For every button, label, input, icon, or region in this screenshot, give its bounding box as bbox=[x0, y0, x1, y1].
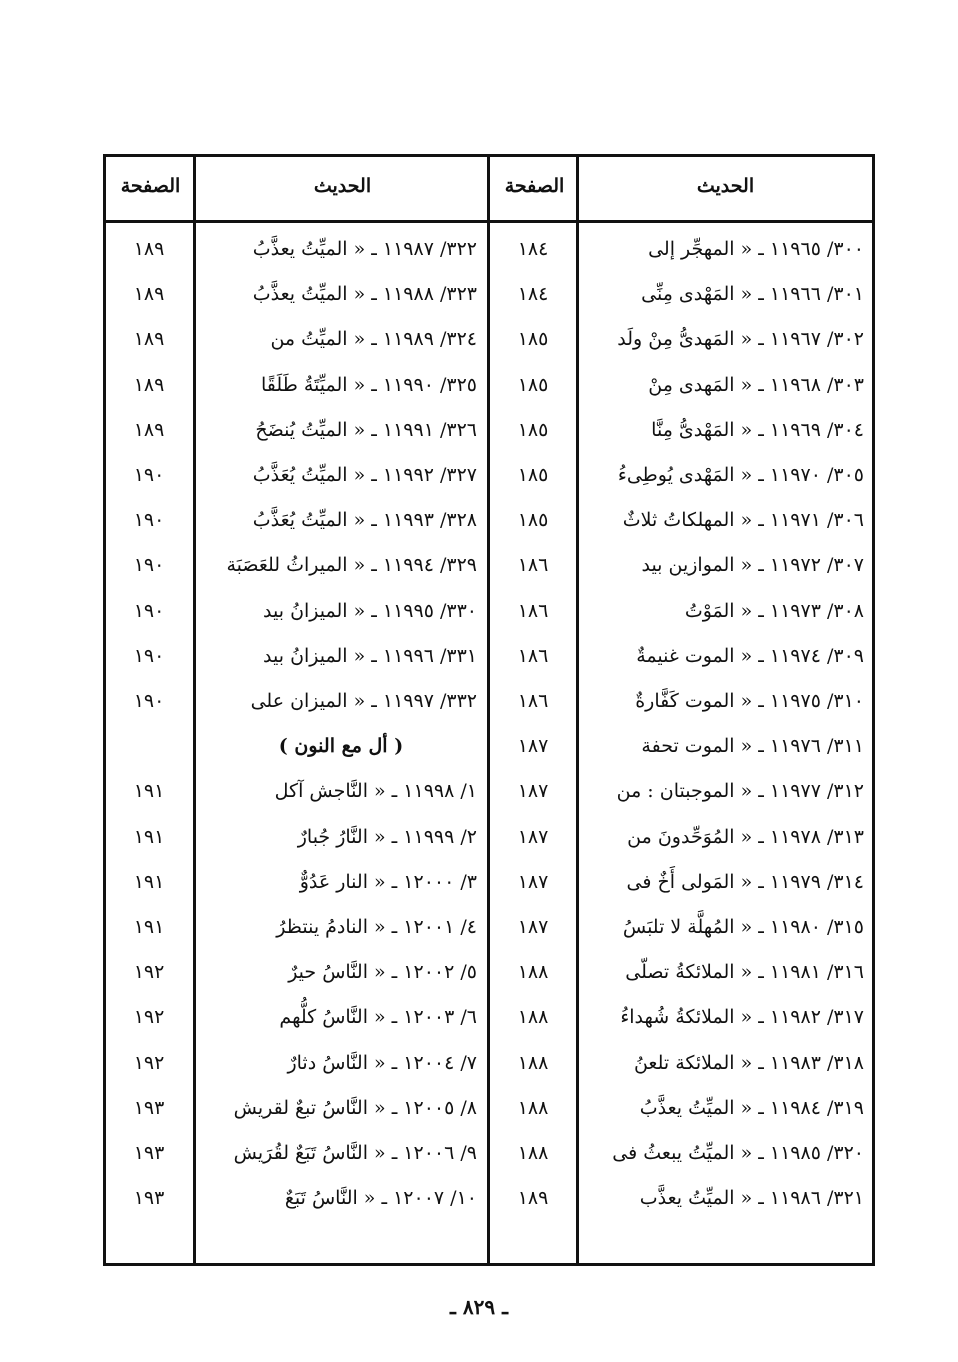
table-row bbox=[490, 634, 875, 679]
table-row bbox=[490, 317, 875, 362]
hadith-entry: ٣٣٢/ ١١٩٩٧ ـ « الميزان على bbox=[250, 690, 477, 712]
table-row bbox=[490, 995, 875, 1040]
table-row bbox=[106, 950, 487, 995]
table-row bbox=[106, 272, 487, 317]
table-row bbox=[490, 1131, 875, 1176]
hadith-entry: ٣٠٥/ ١١٩٧٠ ـ « المَهْدى يُوطِىءُ bbox=[617, 464, 864, 486]
page-ref: ١٩٢ bbox=[133, 1051, 165, 1074]
hadith-entry: ٣١٨/ ١١٩٨٣ ـ « الملائكة تلعنُ bbox=[633, 1051, 864, 1074]
page-ref: ١٩٠ bbox=[133, 554, 165, 577]
hadith-entry: ٣٣٠/ ١١٩٩٥ ـ « الميزانُ بيد bbox=[263, 599, 477, 622]
table-row bbox=[490, 363, 875, 408]
page-ref: ١٨٧ bbox=[517, 735, 549, 758]
hadith-entry: ٣٠٦/ ١١٩٧١ ـ « المهلكاتُ ثلاثٌ bbox=[622, 509, 864, 532]
page-ref: ١٨٨ bbox=[517, 961, 549, 984]
table-row bbox=[106, 815, 487, 860]
table-row bbox=[106, 363, 487, 408]
table-row bbox=[490, 769, 875, 814]
page-ref: ١٨٩ bbox=[133, 238, 165, 260]
page-ref: ١٩٠ bbox=[133, 690, 165, 712]
hadith-entry: ٣١١/ ١١٩٧٦ ـ « الموت تحفة bbox=[641, 735, 864, 758]
hadith-entry: ٣٣١/ ١١٩٩٦ ـ « الميزانُ بيد bbox=[263, 644, 477, 667]
table-row bbox=[106, 769, 487, 814]
page-ref: ١٩٠ bbox=[133, 464, 165, 486]
hadith-entry: ٨/ ١٢٠٠٥ ـ « النَّاسُ تبعٌ لقريش bbox=[233, 1096, 477, 1119]
hadith-entry: ٣٢٠/ ١١٩٨٥ ـ « الميِّتُ يبعثُ فى bbox=[612, 1142, 864, 1164]
page-ref: ١٩١ bbox=[133, 916, 165, 938]
hadith-entry: ٣٢٧/ ١١٩٩٢ ـ « الميِّتُ يُعَذَّبُ bbox=[252, 464, 477, 486]
page-ref: ١٨٩ bbox=[133, 283, 165, 306]
page-ref: ١٨٥ bbox=[517, 509, 549, 532]
section-title: ( أل مع النون ) bbox=[278, 735, 404, 758]
page-number: ـ ٨٢٩ ـ bbox=[450, 1295, 508, 1319]
table-row bbox=[490, 1041, 875, 1086]
hadith-entry: ٣٢١/ ١١٩٨٦ ـ « الميِّتُ يعذَّب bbox=[639, 1187, 864, 1210]
page-ref: ١٨٧ bbox=[517, 780, 549, 803]
page-ref: ١٨٨ bbox=[517, 1096, 549, 1119]
table-row bbox=[490, 498, 875, 543]
hadith-entry: ٢/ ١١٩٩٩ ـ « النَّارُ جُبارٌ bbox=[297, 825, 477, 848]
table-row bbox=[490, 543, 875, 588]
hadith-entry: ٣٢٤/ ١١٩٨٩ ـ « الميِّتُ من bbox=[270, 328, 477, 351]
table-row bbox=[106, 1176, 487, 1221]
table-row bbox=[106, 1041, 487, 1086]
table-row bbox=[106, 1086, 487, 1131]
header-right-page: الصفحة bbox=[504, 175, 565, 197]
page-ref: ١٨٥ bbox=[517, 418, 549, 441]
hadith-entry: ٣١٤/ ١١٩٧٩ ـ « المَولى أَخٌ فى bbox=[626, 870, 864, 893]
page-ref: ١٨٨ bbox=[517, 1051, 549, 1074]
page-ref: ١٩٠ bbox=[133, 644, 165, 667]
page-ref: ١٩٣ bbox=[133, 1142, 165, 1164]
page-ref: ١٩١ bbox=[133, 780, 165, 803]
page-ref: ١٨٧ bbox=[517, 870, 549, 893]
table-row bbox=[490, 950, 875, 995]
page-ref: ١٨٥ bbox=[517, 328, 549, 351]
table-row bbox=[490, 453, 875, 498]
table-row bbox=[490, 589, 875, 634]
page-ref: ١٨٧ bbox=[517, 825, 549, 848]
hadith-entry: ٣٠٤/ ١١٩٦٩ ـ « المَهْدىُّ مِنَّا bbox=[651, 418, 864, 441]
hadith-entry: ٣٠٩/ ١١٩٧٤ ـ « الموت غنيمةٌ bbox=[636, 644, 864, 667]
hadith-entry: ٣٠٨/ ١١٩٧٣ ـ « المَوْتُ bbox=[684, 599, 864, 622]
table-row bbox=[106, 453, 487, 498]
hadith-entry: ٣٢٢/ ١١٩٨٧ ـ « الميِّتُ يعذَّبُ bbox=[252, 238, 477, 260]
index-table bbox=[103, 154, 875, 1266]
page-ref: ١٨٩ bbox=[133, 328, 165, 351]
header-left-hadith: الحديث bbox=[313, 175, 372, 197]
table-row bbox=[490, 408, 875, 453]
hadith-entry: ٥/ ١٢٠٠٢ ـ « النَّاسُ حيرٌ bbox=[288, 961, 477, 984]
hadith-entry: ٣٠٣/ ١١٩٦٨ ـ « المَهدى مِنْ bbox=[648, 373, 864, 396]
header-left-page: الصفحة bbox=[120, 175, 181, 197]
table-row bbox=[490, 272, 875, 317]
hadith-entry: ٣٠٠/ ١١٩٦٥ ـ « المهجِّر إلى bbox=[648, 238, 864, 260]
hadith-entry: ٣٠٧/ ١١٩٧٢ ـ « الموازين بيد bbox=[641, 554, 864, 577]
page-ref: ١٨٥ bbox=[517, 464, 549, 486]
table-row bbox=[106, 905, 487, 950]
table-row bbox=[106, 498, 487, 543]
page-ref: ١٨٦ bbox=[517, 554, 549, 577]
table-row bbox=[106, 679, 487, 724]
hadith-entry: ٣١٩/ ١١٩٨٤ ـ « الميِّتُ يعذَّبُ bbox=[639, 1096, 864, 1119]
page-ref: ١٩٢ bbox=[133, 1006, 165, 1029]
table-row bbox=[490, 860, 875, 905]
hadith-entry: ١/ ١١٩٩٨ ـ « النَّاجش آكل bbox=[274, 780, 477, 803]
hadith-entry: ٣٢٣/ ١١٩٨٨ ـ « الميِّتُ يعذَّبُ bbox=[252, 283, 477, 306]
hadith-entry: ٣٢٩/ ١١٩٩٤ ـ « الميراثُ للعَصَبَة bbox=[226, 554, 477, 577]
hadith-entry: ٣١٢/ ١١٩٧٧ ـ « الموجبتان : من bbox=[616, 780, 864, 803]
page-ref: ١٩١ bbox=[133, 825, 165, 848]
hadith-entry: ٣٢٦/ ١١٩٩١ ـ « الميِّتُ يُنضَحُ bbox=[255, 418, 477, 441]
hadith-entry: ٣٠٢/ ١١٩٦٧ ـ « المَهدىُّ مِنْ ولَد bbox=[617, 328, 864, 351]
table-row bbox=[490, 905, 875, 950]
hadith-entry: ٣١٥/ ١١٩٨٠ ـ « المُهلَّة لا تلبَسُ bbox=[622, 916, 864, 938]
table-row bbox=[106, 860, 487, 905]
page-ref: ١٨٤ bbox=[517, 238, 549, 260]
table-row bbox=[106, 589, 487, 634]
hadith-entry: ٧/ ١٢٠٠٤ ـ « النَّاسُ دثارٌ bbox=[287, 1051, 477, 1074]
page-ref: ١٨٨ bbox=[517, 1006, 549, 1029]
table-row bbox=[106, 227, 487, 272]
page-ref: ١٨٦ bbox=[517, 599, 549, 622]
hadith-entry: ٣١٣/ ١١٩٧٨ ـ « المُوَحِّدونَ من bbox=[627, 825, 864, 848]
table-row bbox=[490, 724, 875, 769]
page-ref: ١٩٣ bbox=[133, 1096, 165, 1119]
hadith-entry: ٣١٦/ ١١٩٨١ ـ « الملائكةُ تصلّى bbox=[625, 961, 864, 984]
hadith-entry: ٣٢٨/ ١١٩٩٣ ـ « الميِّتُ يُعَذَّبُ bbox=[252, 509, 477, 532]
hadith-entry: ٣١٧/ ١١٩٨٢ ـ « الملائكةُ شُهداءُ bbox=[620, 1006, 864, 1029]
hadith-entry: ٦/ ١٢٠٠٣ ـ « النَّاسُ كلُّهم bbox=[279, 1006, 477, 1029]
table-row bbox=[490, 679, 875, 724]
table-row bbox=[106, 995, 487, 1040]
page-ref: ١٩٣ bbox=[133, 1187, 165, 1210]
page-ref: ١٨٩ bbox=[133, 373, 165, 396]
table-row bbox=[106, 408, 487, 453]
page-ref: ١٩٠ bbox=[133, 509, 165, 532]
page-ref: ١٨٩ bbox=[517, 1187, 549, 1210]
page-ref: ١٨٤ bbox=[517, 283, 549, 306]
hadith-entry: ٣٢٥/ ١١٩٩٠ ـ « الميِّتَةُ طَلَقًا bbox=[261, 373, 477, 396]
page-ref: ١٨٨ bbox=[517, 1142, 549, 1164]
table-row bbox=[106, 634, 487, 679]
page-ref: ١٩٠ bbox=[133, 599, 165, 622]
hadith-entry: ٤/ ١٢٠٠١ ـ « النادمُ ينتظرُ bbox=[276, 916, 477, 938]
page-ref: ١٨٦ bbox=[517, 644, 549, 667]
hadith-entry: ١٠/ ١٢٠٠٧ ـ « النَّاسُ تَبَعٌ bbox=[284, 1187, 477, 1210]
page-ref: ١٩٢ bbox=[133, 961, 165, 984]
table-row bbox=[106, 317, 487, 362]
header-right-hadith: الحديث bbox=[696, 175, 755, 197]
page-ref: ١٨٩ bbox=[133, 418, 165, 441]
page-ref: ١٩١ bbox=[133, 870, 165, 893]
table-row bbox=[490, 815, 875, 860]
table-row bbox=[106, 543, 487, 588]
table-row bbox=[106, 1131, 487, 1176]
hadith-entry: ٣١٠/ ١١٩٧٥ ـ « الموت كَفَّارةٌ bbox=[635, 690, 864, 712]
page-ref: ١٨٧ bbox=[517, 916, 549, 938]
hadith-entry: ٩/ ١٢٠٠٦ ـ « النَّاسُ تَبَعٌ لقُرَيش bbox=[233, 1142, 477, 1164]
hadith-entry: ٣/ ١٢٠٠٠ ـ « النار عَدُوٌّ bbox=[299, 870, 477, 893]
page-ref: ١٨٦ bbox=[517, 690, 549, 712]
table-row bbox=[490, 227, 875, 272]
table-row bbox=[490, 1086, 875, 1131]
page-ref: ١٨٥ bbox=[517, 373, 549, 396]
table-row bbox=[490, 1176, 875, 1221]
hadith-entry: ٣٠١/ ١١٩٦٦ ـ « المَهْدى مِنِّى bbox=[641, 283, 864, 306]
